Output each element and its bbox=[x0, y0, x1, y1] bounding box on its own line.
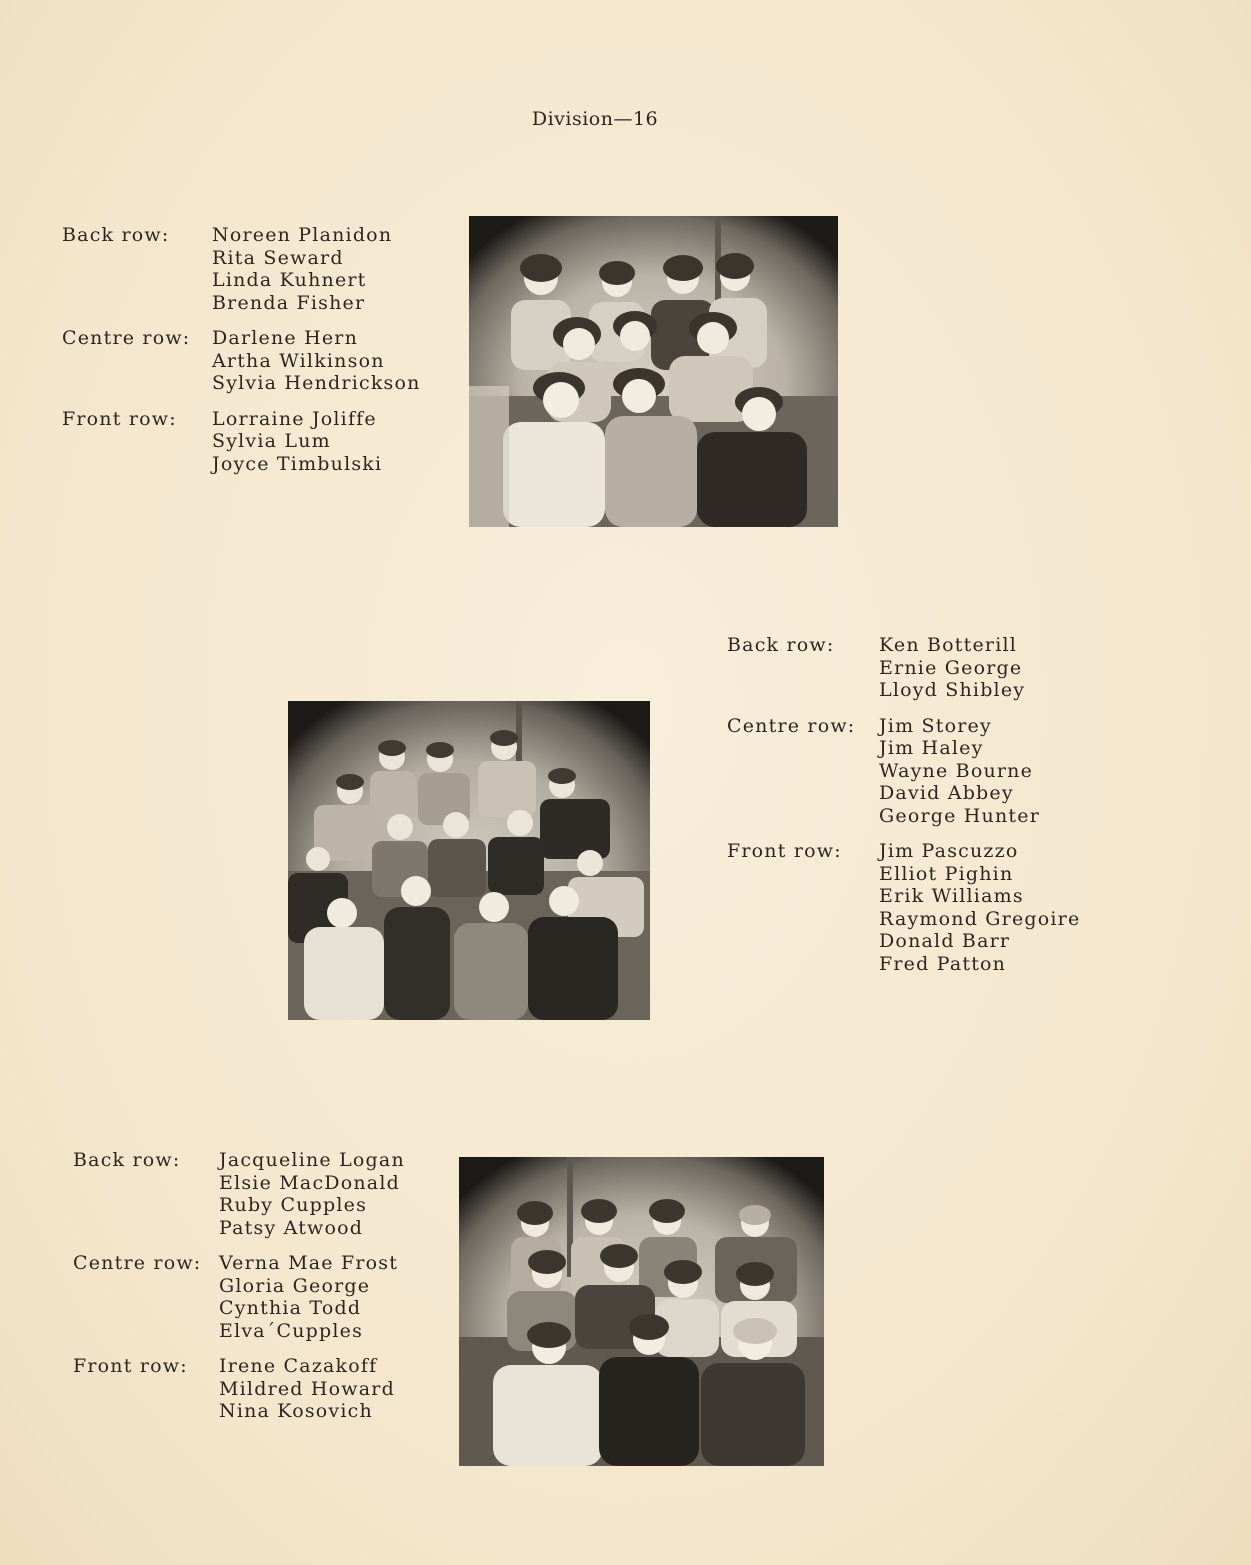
row-label: Front row: bbox=[727, 840, 842, 862]
page-heading: Division—16 bbox=[531, 108, 659, 130]
student-name: Jacqueline Logan bbox=[219, 1149, 405, 1171]
caption-centre-row bbox=[73, 1252, 405, 1342]
student-name: Erik Williams bbox=[879, 885, 1024, 907]
caption-back-row bbox=[62, 224, 421, 314]
group-photo-boys-icon bbox=[288, 701, 650, 1020]
student-name: Mildred Howard bbox=[219, 1377, 395, 1400]
student-name: Elliot Pighin bbox=[879, 862, 1014, 885]
student-name: Elsie MacDonald bbox=[219, 1171, 400, 1194]
caption-centre-row bbox=[727, 715, 1080, 828]
student-name: Artha Wilkinson bbox=[212, 349, 385, 372]
student-name: Wayne Bourne bbox=[879, 759, 1034, 782]
student-name: Noreen Planidon bbox=[212, 224, 393, 246]
student-name: Irene Cazakoff bbox=[219, 1355, 378, 1377]
group-photo-girls-icon bbox=[469, 216, 838, 527]
student-name: Raymond Gregoire bbox=[879, 907, 1081, 930]
caption-back-row bbox=[73, 1149, 405, 1239]
row-label: Back row: bbox=[62, 224, 170, 246]
row-label: Centre row: bbox=[727, 714, 856, 737]
student-name: Nina Kosovich bbox=[219, 1400, 373, 1422]
student-name: Patsy Atwood bbox=[219, 1216, 364, 1239]
student-name: Fred Patton bbox=[879, 952, 1007, 975]
student-name: Elva´Cupples bbox=[219, 1319, 364, 1342]
student-name: George Hunter bbox=[879, 804, 1040, 827]
student-name: Ruby Cupples bbox=[219, 1194, 368, 1216]
student-name: Rita Seward bbox=[212, 246, 344, 269]
caption-front-row bbox=[73, 1355, 405, 1423]
student-name: Gloria George bbox=[219, 1274, 371, 1297]
student-name: Lorraine Joliffe bbox=[212, 407, 377, 430]
student-name: David Abbey bbox=[879, 782, 1014, 804]
student-name: Jim Pascuzzo bbox=[879, 840, 1019, 862]
row-label: Centre row: bbox=[73, 1252, 202, 1274]
student-name: Donald Barr bbox=[879, 930, 1011, 952]
student-name: Cynthia Todd bbox=[219, 1297, 362, 1319]
caption-group-2 bbox=[727, 634, 1080, 988]
row-label: Front row: bbox=[73, 1355, 188, 1377]
student-name: Ken Botterill bbox=[879, 634, 1018, 656]
student-name: Joyce Timbulski bbox=[212, 452, 383, 475]
row-label: Back row: bbox=[73, 1149, 181, 1171]
student-name: Lloyd Shibley bbox=[879, 679, 1026, 701]
row-label: Back row: bbox=[727, 634, 835, 656]
caption-front-row bbox=[62, 408, 421, 476]
caption-front-row bbox=[727, 840, 1080, 975]
row-label: Centre row: bbox=[62, 327, 191, 349]
caption-group-3 bbox=[73, 1149, 405, 1436]
caption-back-row bbox=[727, 634, 1080, 702]
group-photo-girls-icon bbox=[459, 1157, 824, 1466]
student-name: Linda Kuhnert bbox=[212, 269, 367, 291]
row-label: Front row: bbox=[62, 407, 177, 430]
caption-group-1 bbox=[62, 224, 421, 488]
student-name: Ernie George bbox=[879, 656, 1023, 679]
student-name: Jim Haley bbox=[879, 737, 984, 759]
caption-centre-row bbox=[62, 327, 421, 395]
student-name: Sylvia Hendrickson bbox=[212, 372, 421, 394]
student-name: Darlene Hern bbox=[212, 327, 359, 349]
student-name: Brenda Fisher bbox=[212, 291, 366, 314]
student-name: Verna Mae Frost bbox=[219, 1252, 399, 1274]
student-name: Sylvia Lum bbox=[212, 430, 331, 452]
student-name: Jim Storey bbox=[879, 714, 992, 737]
